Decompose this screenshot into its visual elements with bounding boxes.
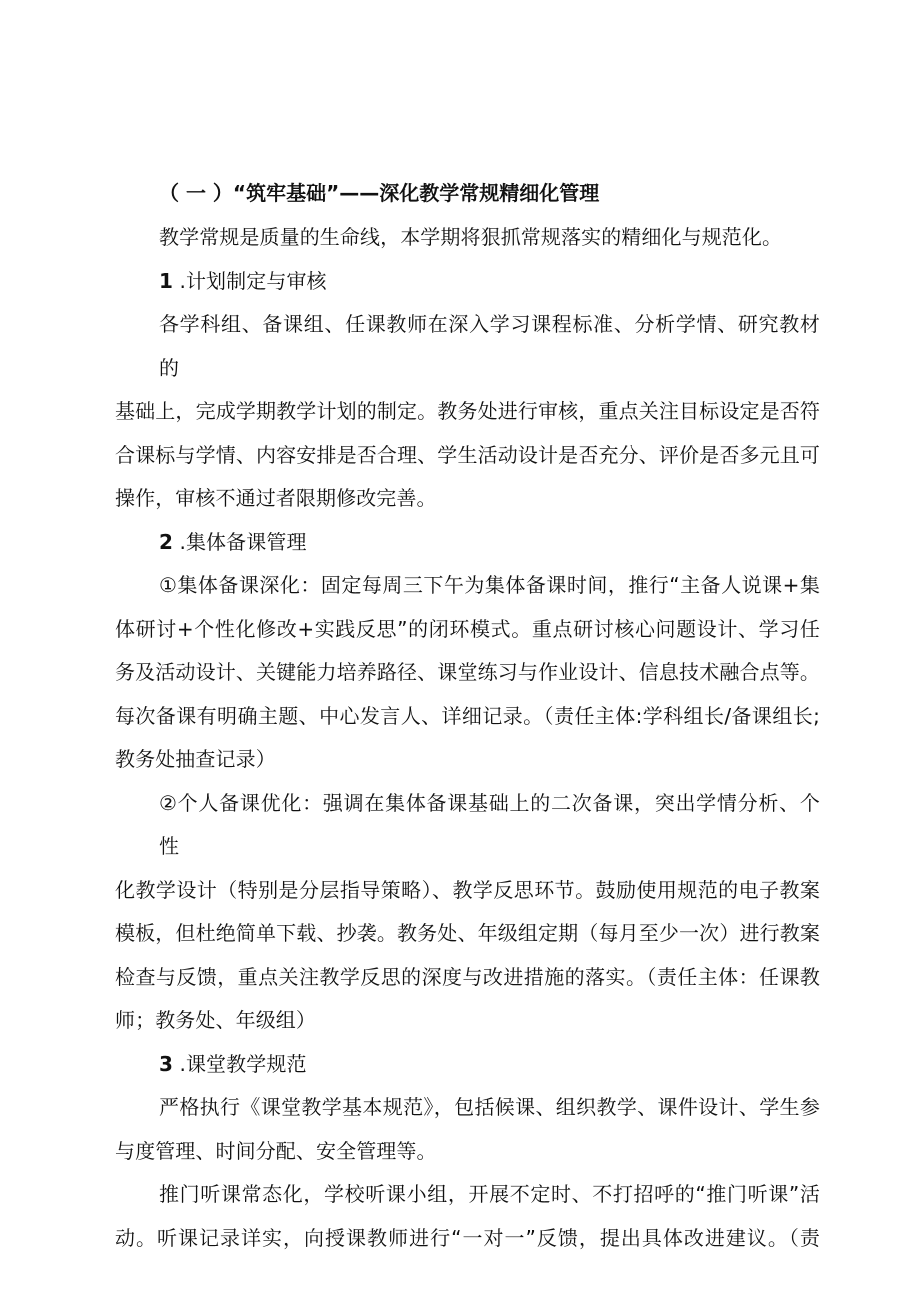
document-body — [115, 170, 820, 1260]
paragraph-line: 严格执行《课堂教学基本规范》，包括候课、组织教学、课件设计、学生参 — [159, 1095, 820, 1119]
paragraph-line: 体研讨+个性化修改+实践反思”的闭环模式。重点研讨核心问题设计、学习任 — [115, 616, 820, 641]
paragraph-line: 动。听课记录详实，向授课教师进行“一对一”反馈，提出具体改进建议。（责 — [115, 1225, 820, 1250]
item-1-heading — [115, 260, 820, 304]
item-1-paragraph — [115, 303, 820, 521]
intro-paragraph: 教学常规是质量的生命线，本学期将狠抓常规落实的精细化与规范化。 — [159, 225, 783, 249]
paragraph-line: 每次备课有明确主题、中心发言人、详细记录。（责任主体:学科组长/备课组长; — [115, 703, 820, 728]
paragraph-line: 师；教务处、年级组） — [115, 1008, 316, 1032]
paragraph-line: 与度管理、时间分配、安全管理等。 — [115, 1138, 437, 1163]
item-2-title: .集体备课管理 — [179, 529, 307, 554]
item-3-title: .课堂教学规范 — [179, 1051, 307, 1076]
paragraph-line: 合课标与学情、内容安排是否合理、学生活动设计是否充分、评价是否多元且可 — [115, 442, 820, 467]
paragraph-line: 教务处抽查记录） — [115, 747, 276, 771]
paragraph-line: ①集体备课深化：固定每周三下午为集体备课时间，推行“主备人说课+集 — [159, 573, 820, 597]
paragraph-line: 务及活动设计、关键能力培养路径、课堂练习与作业设计、信息技术融合点等。 — [115, 660, 820, 684]
paragraph-line: 操作，审核不通过者限期修改完善。 — [115, 486, 437, 510]
section-heading: （ 一 ）“筑牢基础”——深化教学常规精细化管理 — [159, 181, 600, 205]
item-3-paragraph-1 — [115, 1086, 820, 1173]
item-2-heading — [115, 521, 820, 565]
item-1-number: 1 — [159, 268, 174, 293]
item-2-number: 2 — [159, 529, 174, 554]
item-3-heading — [115, 1043, 820, 1087]
item-2-paragraph-1 — [115, 564, 820, 782]
item-1-title: .计划制定与审核 — [179, 268, 327, 293]
item-3-number: 3 — [159, 1051, 174, 1076]
item-2-paragraph-2 — [115, 782, 820, 1043]
paragraph-line: 推门听课常态化，学校听课小组，开展不定时、不打招呼的“推门听课”活 — [159, 1182, 820, 1206]
paragraph-line: 各学科组、备课组、任课教师在深入学习课程标准、分析学情、研究教材的 — [159, 312, 820, 380]
item-3-paragraph-2 — [115, 1173, 820, 1260]
paragraph-line: 基础上，完成学期教学计划的制定。教务处进行审核，重点关注目标设定是否符 — [115, 399, 820, 423]
paragraph-line: 化教学设计（特别是分层指导策略）、教学反思环节。鼓励使用规范的电子教案 — [115, 877, 820, 902]
paragraph-line: ②个人备课优化：强调在集体备课基础上的二次备课，突出学情分析、个性 — [159, 790, 820, 858]
paragraph-line: 模板，但杜绝简单下载、抄袭。教务处、年级组定期（每月至少一次）进行教案 — [115, 921, 820, 945]
paragraph-line: 检查与反馈，重点关注教学反思的深度与改进措施的落实。（责任主体：任课教 — [115, 964, 820, 989]
